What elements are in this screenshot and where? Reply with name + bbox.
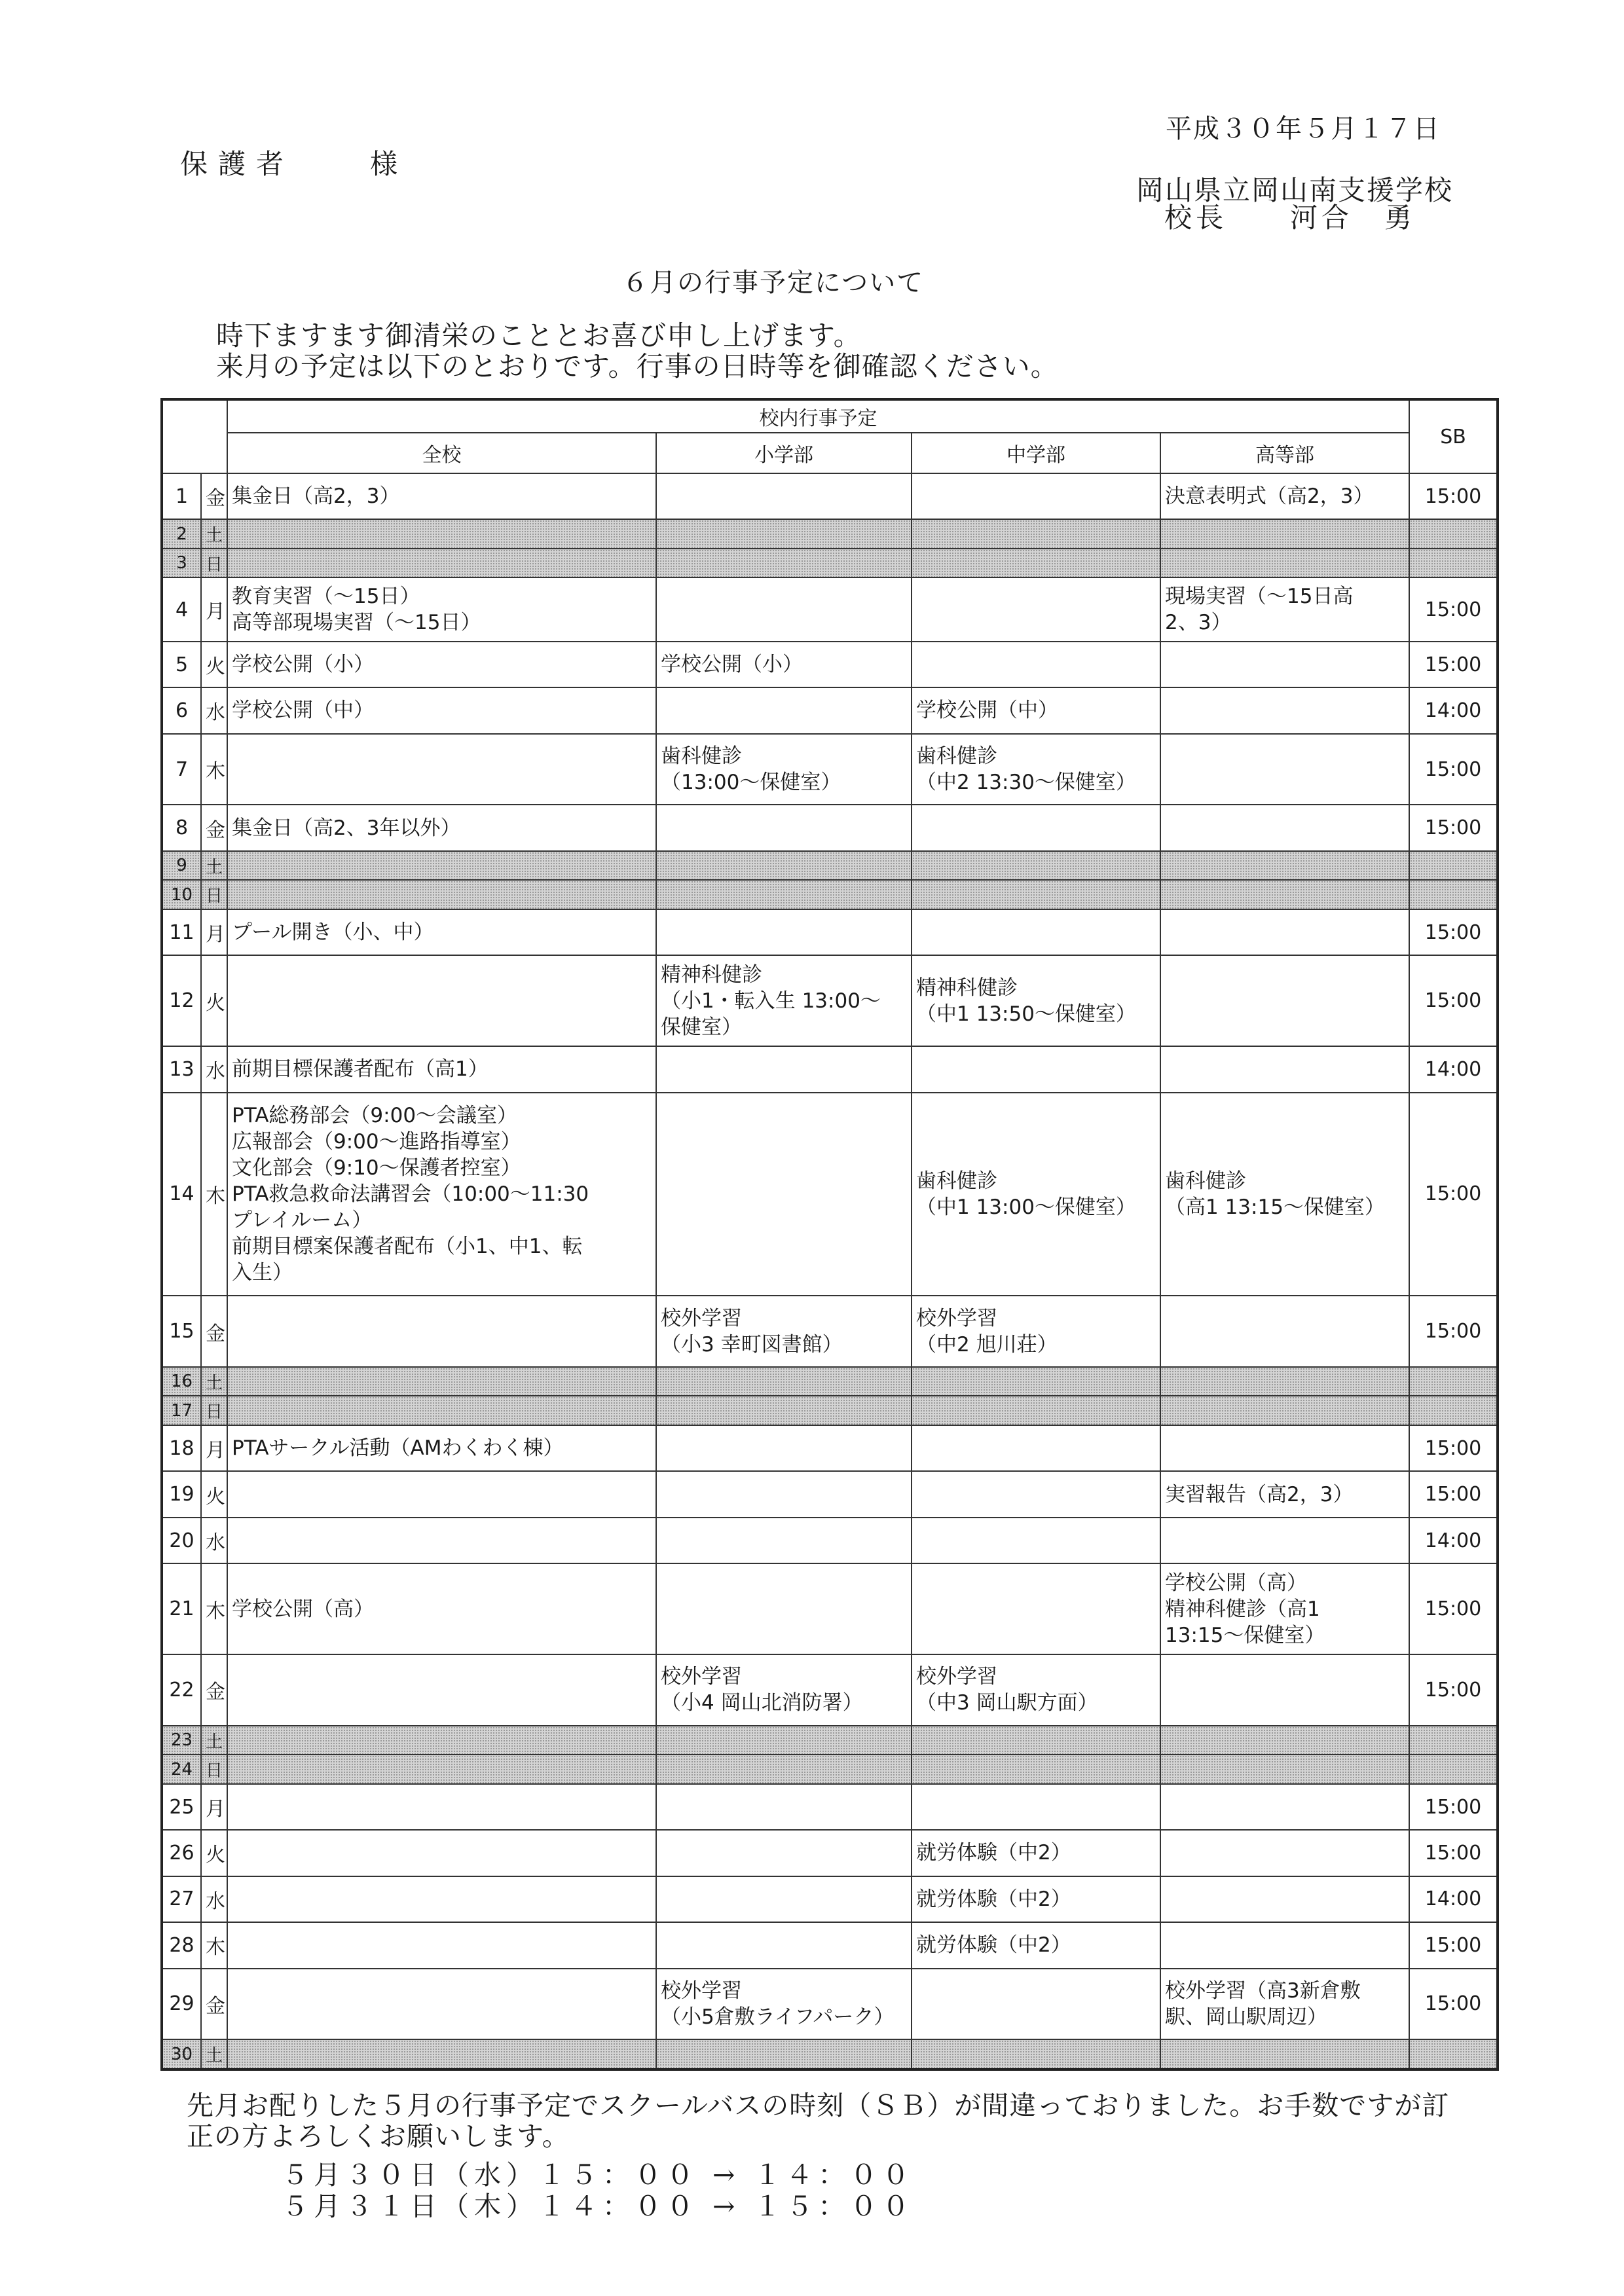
table-row <box>162 805 1498 850</box>
day-cell: 24 <box>162 1755 201 1784</box>
shogakubu-cell <box>656 1471 912 1517</box>
weekday-cell: 日 <box>201 880 227 909</box>
sb-time-cell: 14:00 <box>1409 687 1498 733</box>
zenko-cell <box>227 734 656 805</box>
sb-time-cell: 15:00 <box>1409 1471 1498 1517</box>
weekday-cell: 月 <box>201 1784 227 1830</box>
zenko-cell: 学校公開（中） <box>227 687 656 733</box>
table-row <box>162 473 1498 519</box>
schedule-table <box>160 398 1499 2071</box>
kotobu-cell <box>1160 734 1409 805</box>
header-shogakubu: 小学部 <box>656 433 912 473</box>
sb-time-cell: 15:00 <box>1409 1830 1498 1876</box>
table-row <box>162 1296 1498 1367</box>
weekday-cell: 金 <box>201 1296 227 1367</box>
sb-time-cell: 15:00 <box>1409 577 1498 641</box>
kotobu-cell <box>1160 1396 1409 1425</box>
zenko-cell: 学校公開（高） <box>227 1563 656 1654</box>
shogakubu-cell <box>656 1726 912 1755</box>
day-cell: 5 <box>162 642 201 687</box>
principal-name: 校長 河合 勇 <box>1164 202 1416 234</box>
shogakubu-cell <box>656 1784 912 1830</box>
weekday-cell: 木 <box>201 734 227 805</box>
chugakubu-cell: 精神科健診 （中1 13:50～保健室） <box>912 955 1160 1046</box>
chugakubu-cell <box>912 1518 1160 1563</box>
day-cell: 10 <box>162 880 201 909</box>
shogakubu-cell <box>656 1046 912 1092</box>
zenko-cell: PTAサークル活動（AMわくわく棟） <box>227 1425 656 1471</box>
chugakubu-cell <box>912 549 1160 578</box>
day-cell: 17 <box>162 1396 201 1425</box>
addressee: 保護者 様 <box>180 148 409 180</box>
weekday-cell: 水 <box>201 1518 227 1563</box>
kotobu-cell <box>1160 1755 1409 1784</box>
chugakubu-cell: 就労体験（中2） <box>912 1922 1160 1968</box>
kotobu-cell <box>1160 909 1409 955</box>
sb-time-cell: 15:00 <box>1409 1654 1498 1726</box>
zenko-cell <box>227 519 656 549</box>
sb-time-cell: 15:00 <box>1409 473 1498 519</box>
sb-time-cell: 15:00 <box>1409 1563 1498 1654</box>
shogakubu-cell <box>656 473 912 519</box>
table-row <box>162 1518 1498 1563</box>
shogakubu-cell <box>656 1093 912 1296</box>
day-cell: 1 <box>162 473 201 519</box>
chugakubu-cell <box>912 1726 1160 1755</box>
sb-time-cell: 15:00 <box>1409 909 1498 955</box>
weekday-cell: 土 <box>201 519 227 549</box>
zenko-cell <box>227 1969 656 2040</box>
sb-time-cell <box>1409 2039 1498 2069</box>
day-cell: 12 <box>162 955 201 1046</box>
weekday-cell: 土 <box>201 1726 227 1755</box>
kotobu-cell <box>1160 1367 1409 1396</box>
table-row <box>162 1471 1498 1517</box>
weekday-cell: 金 <box>201 1654 227 1726</box>
table-row <box>162 1396 1498 1425</box>
issue-date: 平成３０年５月１７日 <box>1166 114 1441 144</box>
kotobu-cell <box>1160 549 1409 578</box>
zenko-cell <box>227 1784 656 1830</box>
weekday-cell: 月 <box>201 909 227 955</box>
sb-time-cell: 15:00 <box>1409 1784 1498 1830</box>
shogakubu-cell: 校外学習 （小4 岡山北消防署） <box>656 1654 912 1726</box>
zenko-cell: 学校公開（小） <box>227 642 656 687</box>
sb-time-cell: 14:00 <box>1409 1046 1498 1092</box>
correction-line-2: ５月３１日（木）１４：００ → １５：００ <box>282 2191 915 2222</box>
zenko-cell <box>227 955 656 1046</box>
zenko-cell: 前期目標保護者配布（高1） <box>227 1046 656 1092</box>
day-cell: 19 <box>162 1471 201 1517</box>
chugakubu-cell <box>912 1471 1160 1517</box>
weekday-cell: 火 <box>201 642 227 687</box>
zenko-cell <box>227 1471 656 1517</box>
chugakubu-cell: 学校公開（中） <box>912 687 1160 733</box>
kotobu-cell: 実習報告（高2，3） <box>1160 1471 1409 1517</box>
day-cell: 9 <box>162 851 201 881</box>
zenko-cell <box>227 1755 656 1784</box>
shogakubu-cell <box>656 687 912 733</box>
shogakubu-cell <box>656 1367 912 1396</box>
weekday-cell: 水 <box>201 687 227 733</box>
day-cell: 28 <box>162 1922 201 1968</box>
shogakubu-cell <box>656 1396 912 1425</box>
weekday-cell: 金 <box>201 473 227 519</box>
chugakubu-cell <box>912 473 1160 519</box>
zenko-cell <box>227 1296 656 1367</box>
chugakubu-cell <box>912 909 1160 955</box>
day-cell: 27 <box>162 1876 201 1922</box>
zenko-cell <box>227 1876 656 1922</box>
shogakubu-cell <box>656 851 912 881</box>
sb-time-cell <box>1409 880 1498 909</box>
weekday-cell: 月 <box>201 1425 227 1471</box>
sb-time-cell: 15:00 <box>1409 1296 1498 1367</box>
day-cell: 21 <box>162 1563 201 1654</box>
correction-line-1: ５月３０日（水）１５：００ → １４：００ <box>282 2159 915 2191</box>
day-cell: 2 <box>162 519 201 549</box>
chugakubu-cell: 歯科健診 （中1 13:00～保健室） <box>912 1093 1160 1296</box>
table-row <box>162 549 1498 578</box>
day-cell: 20 <box>162 1518 201 1563</box>
table-row <box>162 1876 1498 1922</box>
zenko-cell <box>227 851 656 881</box>
zenko-cell <box>227 1830 656 1876</box>
kotobu-cell <box>1160 642 1409 687</box>
kotobu-cell <box>1160 1046 1409 1092</box>
chugakubu-cell <box>912 1969 1160 2040</box>
day-cell: 3 <box>162 549 201 578</box>
table-row <box>162 1755 1498 1784</box>
day-cell: 14 <box>162 1093 201 1296</box>
shogakubu-cell: 歯科健診 （13:00～保健室） <box>656 734 912 805</box>
header-sb: SB <box>1409 399 1498 473</box>
shogakubu-cell: 校外学習 （小3 幸町図書館） <box>656 1296 912 1367</box>
day-cell: 4 <box>162 577 201 641</box>
kotobu-cell: 歯科健診 （高1 13:15～保健室） <box>1160 1093 1409 1296</box>
chugakubu-cell <box>912 1425 1160 1471</box>
chugakubu-cell: 歯科健診 （中2 13:30～保健室） <box>912 734 1160 805</box>
sb-time-cell <box>1409 1726 1498 1755</box>
sb-time-cell <box>1409 851 1498 881</box>
kotobu-cell <box>1160 805 1409 850</box>
day-cell: 6 <box>162 687 201 733</box>
zenko-cell <box>227 1518 656 1563</box>
table-row <box>162 1563 1498 1654</box>
zenko-cell <box>227 2039 656 2069</box>
table-row <box>162 1784 1498 1830</box>
kotobu-cell <box>1160 1425 1409 1471</box>
weekday-cell: 水 <box>201 1876 227 1922</box>
kotobu-cell <box>1160 1876 1409 1922</box>
zenko-cell <box>227 549 656 578</box>
schedule-body <box>162 473 1498 2069</box>
shogakubu-cell <box>656 1563 912 1654</box>
shogakubu-cell: 校外学習 （小5倉敷ライフパーク） <box>656 1969 912 2040</box>
shogakubu-cell: 学校公開（小） <box>656 642 912 687</box>
table-row <box>162 1425 1498 1471</box>
chugakubu-cell <box>912 880 1160 909</box>
sb-time-cell <box>1409 1755 1498 1784</box>
table-row <box>162 1922 1498 1968</box>
school-name: 岡山県立岡山南支援学校 <box>1136 174 1454 206</box>
sb-time-cell: 14:00 <box>1409 1876 1498 1922</box>
shogakubu-cell <box>656 1755 912 1784</box>
day-cell: 7 <box>162 734 201 805</box>
document-title: ６月の行事予定について <box>622 268 925 298</box>
shogakubu-cell <box>656 1518 912 1563</box>
weekday-cell: 土 <box>201 2039 227 2069</box>
table-row <box>162 1367 1498 1396</box>
chugakubu-cell: 就労体験（中2） <box>912 1876 1160 1922</box>
weekday-cell: 木 <box>201 1563 227 1654</box>
sb-time-cell: 15:00 <box>1409 1425 1498 1471</box>
greeting-line-2: 来月の予定は以下のとおりです。行事の日時等を御確認ください。 <box>216 350 1059 382</box>
sb-time-cell: 15:00 <box>1409 734 1498 805</box>
kotobu-cell <box>1160 1518 1409 1563</box>
zenko-cell <box>227 1367 656 1396</box>
chugakubu-cell <box>912 805 1160 850</box>
shogakubu-cell <box>656 880 912 909</box>
shogakubu-cell <box>656 2039 912 2069</box>
header-zenko: 全校 <box>227 433 656 473</box>
kotobu-cell <box>1160 1296 1409 1367</box>
weekday-cell: 火 <box>201 1830 227 1876</box>
chugakubu-cell <box>912 1755 1160 1784</box>
zenko-cell: 集金日（高2、3年以外） <box>227 805 656 850</box>
kotobu-cell: 学校公開（高） 精神科健診（高1 13:15～保健室） <box>1160 1563 1409 1654</box>
chugakubu-cell <box>912 1367 1160 1396</box>
weekday-cell: 日 <box>201 549 227 578</box>
chugakubu-cell: 校外学習 （中2 旭川荘） <box>912 1296 1160 1367</box>
shogakubu-cell: 精神科健診 （小1・転入生 13:00～ 保健室） <box>656 955 912 1046</box>
sb-time-cell: 15:00 <box>1409 955 1498 1046</box>
day-cell: 30 <box>162 2039 201 2069</box>
kotobu-cell: 校外学習（高3新倉敷 駅、岡山駅周辺） <box>1160 1969 1409 2040</box>
zenko-cell <box>227 1922 656 1968</box>
day-cell: 22 <box>162 1654 201 1726</box>
table-row <box>162 1830 1498 1876</box>
sb-time-cell: 15:00 <box>1409 642 1498 687</box>
day-cell: 11 <box>162 909 201 955</box>
shogakubu-cell <box>656 1830 912 1876</box>
weekday-cell: 木 <box>201 1922 227 1968</box>
zenko-cell: プール開き（小、中） <box>227 909 656 955</box>
table-row <box>162 1726 1498 1755</box>
zenko-cell <box>227 1726 656 1755</box>
sb-time-cell: 15:00 <box>1409 1922 1498 1968</box>
shogakubu-cell <box>656 577 912 641</box>
sb-time-cell: 15:00 <box>1409 805 1498 850</box>
header-school-events: 校内行事予定 <box>227 399 1409 433</box>
weekday-cell: 日 <box>201 1755 227 1784</box>
header-chugakubu: 中学部 <box>912 433 1160 473</box>
kotobu-cell: 現場実習（～15日高 2、3） <box>1160 577 1409 641</box>
weekday-cell: 日 <box>201 1396 227 1425</box>
weekday-cell: 火 <box>201 1471 227 1517</box>
day-cell: 16 <box>162 1367 201 1396</box>
kotobu-cell <box>1160 687 1409 733</box>
shogakubu-cell <box>656 1876 912 1922</box>
zenko-cell: PTA総務部会（9:00～会議室） 広報部会（9:00～進路指導室） 文化部会（9:10～保護者控室） PTA救急救命法講習会（10:00～11:30 プレイルーム） 前期目標案保護者配布（小1、中1、転 入生） <box>227 1093 656 1296</box>
correction-note: 先月お配りした５月の行事予定でスクールバスの時刻（ＳＢ）が間違っておりました。お手数ですが訂正の方よろしくお願いします。 <box>187 2090 1450 2152</box>
sb-time-cell: 15:00 <box>1409 1093 1498 1296</box>
kotobu-cell <box>1160 1784 1409 1830</box>
day-cell: 13 <box>162 1046 201 1092</box>
kotobu-cell <box>1160 1654 1409 1726</box>
kotobu-cell <box>1160 880 1409 909</box>
chugakubu-cell <box>912 2039 1160 2069</box>
table-row <box>162 577 1498 641</box>
table-row <box>162 519 1498 549</box>
day-cell: 8 <box>162 805 201 850</box>
sb-time-cell: 14:00 <box>1409 1518 1498 1563</box>
table-row <box>162 1969 1498 2040</box>
weekday-cell: 金 <box>201 805 227 850</box>
chugakubu-cell: 校外学習 （中3 岡山駅方面） <box>912 1654 1160 1726</box>
table-row <box>162 880 1498 909</box>
weekday-cell: 金 <box>201 1969 227 2040</box>
day-cell: 15 <box>162 1296 201 1367</box>
chugakubu-cell <box>912 1563 1160 1654</box>
weekday-cell: 土 <box>201 851 227 881</box>
table-row <box>162 1654 1498 1726</box>
kotobu-cell <box>1160 1830 1409 1876</box>
chugakubu-cell <box>912 851 1160 881</box>
table-row <box>162 687 1498 733</box>
sb-time-cell <box>1409 1367 1498 1396</box>
zenko-cell: 教育実習（～15日） 高等部現場実習（～15日） <box>227 577 656 641</box>
table-row <box>162 734 1498 805</box>
day-cell: 29 <box>162 1969 201 2040</box>
kotobu-cell <box>1160 1726 1409 1755</box>
day-cell: 26 <box>162 1830 201 1876</box>
sb-time-cell: 15:00 <box>1409 1969 1498 2040</box>
greeting-line-1: 時下ますます御清栄のこととお喜び申し上げます。 <box>216 319 862 352</box>
table-row <box>162 909 1498 955</box>
shogakubu-cell <box>656 1922 912 1968</box>
day-cell: 18 <box>162 1425 201 1471</box>
day-cell: 23 <box>162 1726 201 1755</box>
table-row <box>162 851 1498 881</box>
day-cell: 25 <box>162 1784 201 1830</box>
kotobu-cell <box>1160 955 1409 1046</box>
table-row <box>162 642 1498 687</box>
shogakubu-cell <box>656 909 912 955</box>
chugakubu-cell <box>912 519 1160 549</box>
chugakubu-cell: 就労体験（中2） <box>912 1830 1160 1876</box>
weekday-cell: 水 <box>201 1046 227 1092</box>
sb-time-cell <box>1409 519 1498 549</box>
kotobu-cell <box>1160 1922 1409 1968</box>
kotobu-cell <box>1160 519 1409 549</box>
sb-time-cell <box>1409 1396 1498 1425</box>
chugakubu-cell <box>912 1396 1160 1425</box>
weekday-cell: 火 <box>201 955 227 1046</box>
weekday-cell: 土 <box>201 1367 227 1396</box>
zenko-cell <box>227 1396 656 1425</box>
table-row <box>162 1046 1498 1092</box>
weekday-cell: 木 <box>201 1093 227 1296</box>
corner-cell <box>162 399 227 473</box>
shogakubu-cell <box>656 549 912 578</box>
shogakubu-cell <box>656 805 912 850</box>
kotobu-cell <box>1160 2039 1409 2069</box>
zenko-cell <box>227 1654 656 1726</box>
table-row <box>162 1093 1498 1296</box>
chugakubu-cell <box>912 1784 1160 1830</box>
kotobu-cell: 決意表明式（高2，3） <box>1160 473 1409 519</box>
weekday-cell: 月 <box>201 577 227 641</box>
zenko-cell <box>227 880 656 909</box>
chugakubu-cell <box>912 577 1160 641</box>
table-row <box>162 955 1498 1046</box>
chugakubu-cell <box>912 642 1160 687</box>
shogakubu-cell <box>656 1425 912 1471</box>
chugakubu-cell <box>912 1046 1160 1092</box>
shogakubu-cell <box>656 519 912 549</box>
kotobu-cell <box>1160 851 1409 881</box>
zenko-cell: 集金日（高2，3） <box>227 473 656 519</box>
header-kotobu: 高等部 <box>1160 433 1409 473</box>
sb-time-cell <box>1409 549 1498 578</box>
table-row <box>162 2039 1498 2069</box>
